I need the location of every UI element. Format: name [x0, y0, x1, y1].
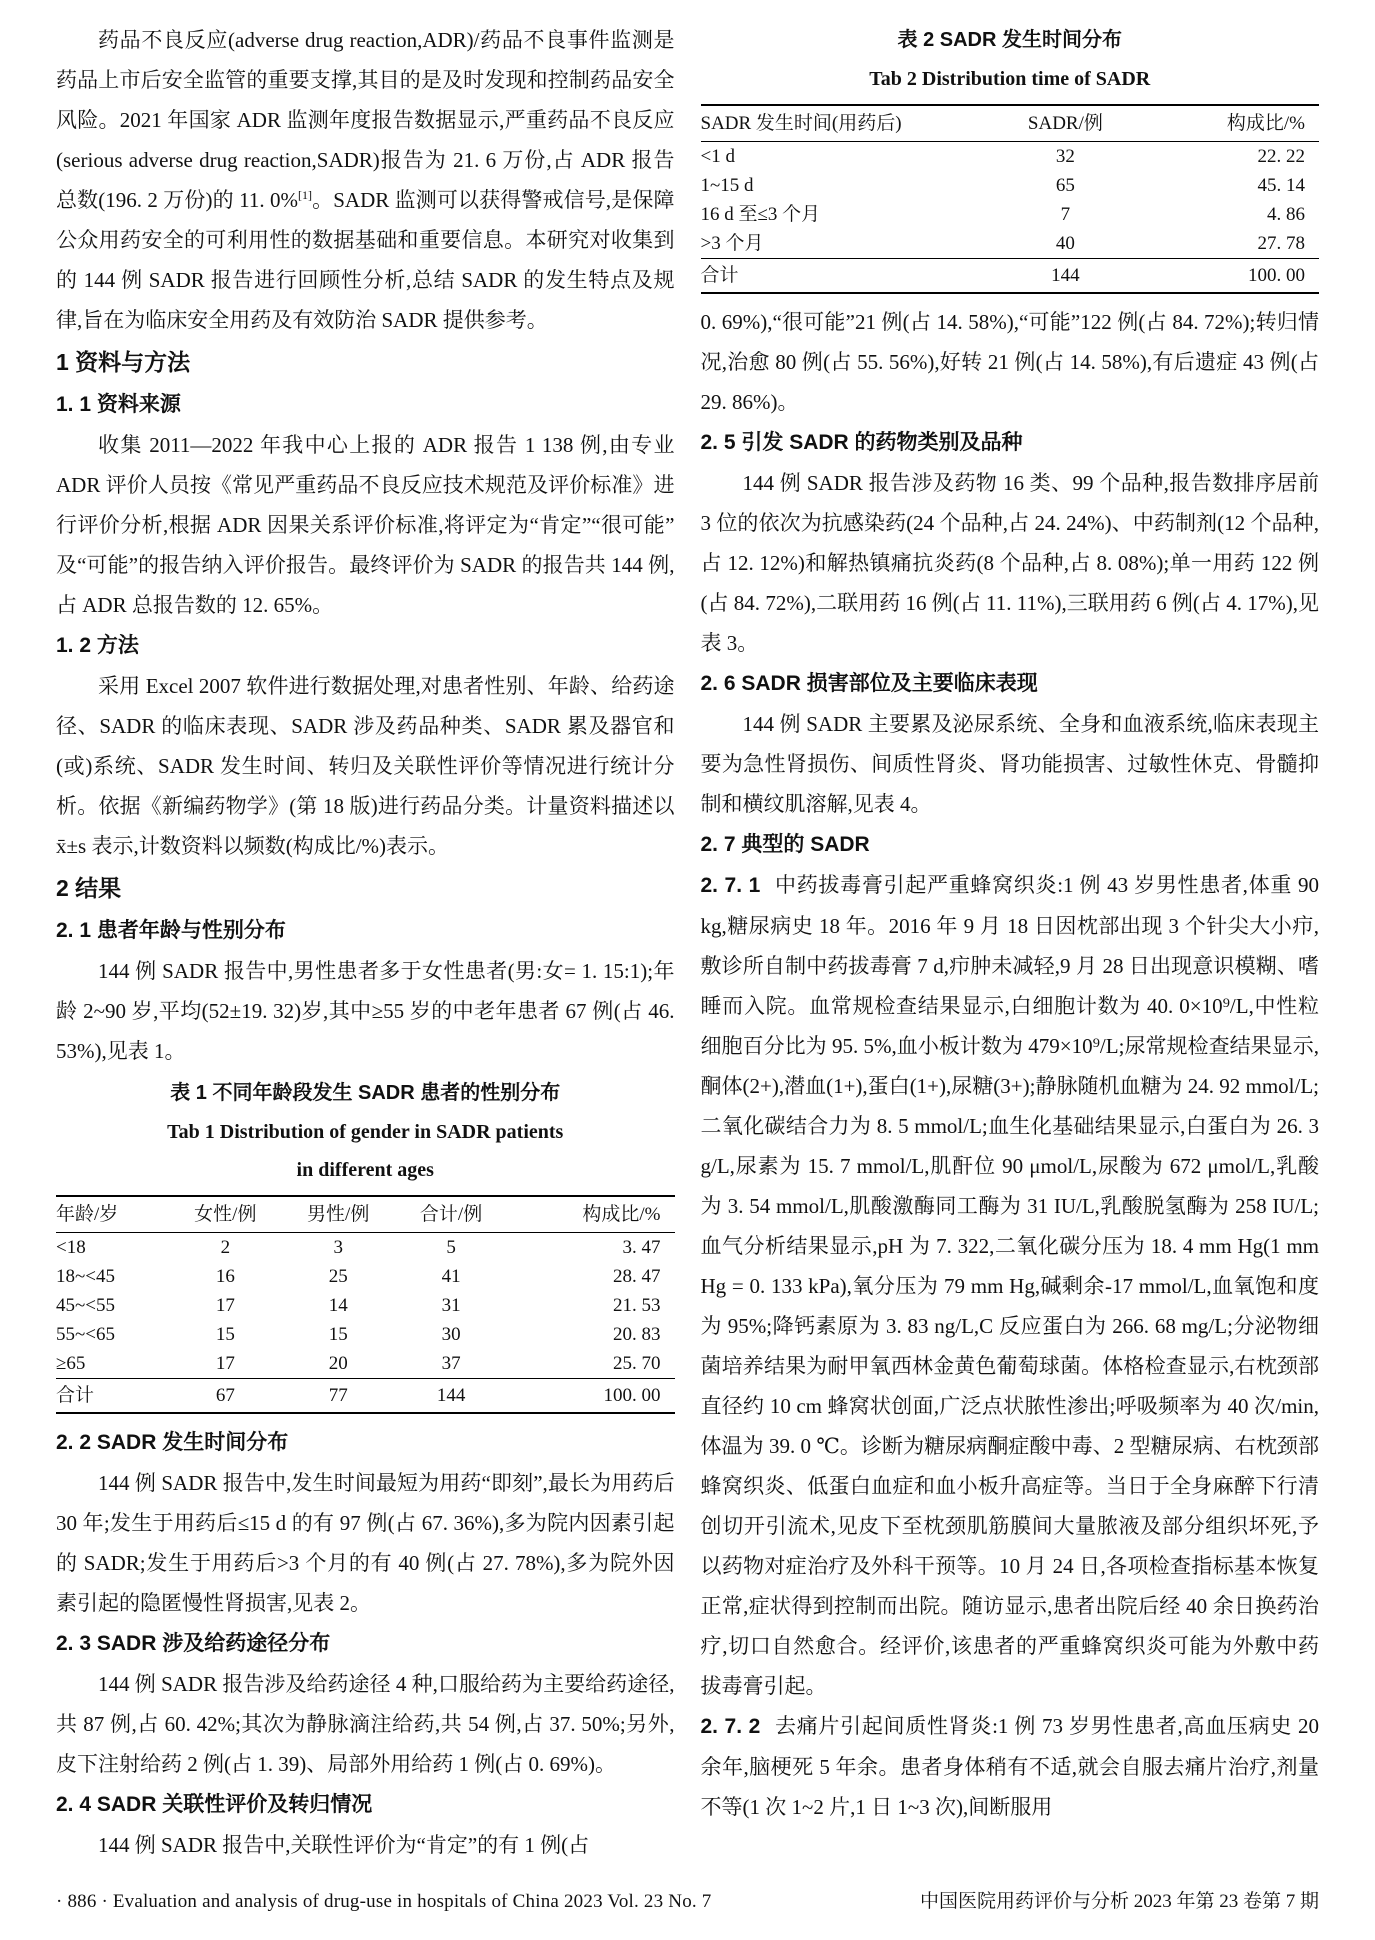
table-cell: 20. 83: [613, 1324, 661, 1345]
table-cell: 100. 00: [1146, 259, 1319, 294]
section-2-2-paragraph: 144 例 SADR 报告中,发生时间最短为用药“即刻”,最长为用药后 30 年;发生于用药后≤15 d 的有 97 例(占 67. 36%),多为院内因素引起的 SADR;发生于用药后>3 个月的有 40 例(占 27. 78%),多为院外因素引起的隐匿慢性肾损害,见表 2。: [56, 1471, 675, 1615]
table-cell: 45. 14: [1257, 175, 1305, 196]
section-2-6-heading: 2. 6 SADR 损害部位及主要临床表现: [700, 672, 1038, 695]
table-2-caption-en: Tab 2 Distribution time of SADR: [869, 68, 1151, 90]
table-cell: 100. 00: [508, 1379, 675, 1414]
table-cell: 17: [215, 1353, 235, 1374]
table-2: [701, 104, 1320, 294]
table-row: [701, 171, 1320, 200]
table-row: [56, 1349, 675, 1379]
table-cell: 77: [282, 1379, 395, 1414]
section-1-1-heading: 1. 1 资料来源: [56, 393, 181, 416]
table-cell: 55~<65: [56, 1324, 115, 1345]
section-2-5-heading: 2. 5 引发 SADR 的药物类别及品种: [700, 431, 1023, 454]
section-2-7-1-paragraph: [701, 865, 1320, 1706]
section-2-1-paragraph: 144 例 SADR 报告中,男性患者多于女性患者(男:女= 1. 15:1);年龄 2~90 岁,平均(52±19. 32)岁,其中≥55 岁的中老年患者 67 例(占 46. 53%),见表 1。: [56, 959, 675, 1063]
table-column-header: 女性/例: [169, 1196, 282, 1233]
table-cell: 5: [446, 1237, 456, 1258]
table-cell: 合计: [701, 259, 986, 294]
footer-journal-cn: 中国医院用药评价与分析 2023 年第 23 卷第 7 期: [919, 1891, 1319, 1912]
table-cell: 144: [985, 259, 1146, 294]
intro-paragraph: [56, 20, 675, 340]
right-column: [701, 20, 1320, 1865]
table-cell: 45~<55: [56, 1295, 115, 1316]
table-cell: 32: [1055, 146, 1075, 167]
section-2-5-paragraph: 144 例 SADR 报告涉及药物 16 类、99 个品种,报告数排序居前 3 位的依次为抗感染药(24 个品种,占 24. 24%)、中药制剂(12 个品种,占 12. 12%)和解热镇痛抗炎药(8 个品种,占 8. 08%);单一用药 122 例(占 84. 72%),二联用药 16 例(占 11. 11%),三联用药 6 例(占 4. 17%),见表 3。: [700, 471, 1319, 655]
table-column-header: 构成比/%: [1146, 105, 1319, 142]
intro-text-1: 药品不良反应(adverse drug reaction,ADR)/药品不良事件监测是药品上市后安全监管的重要支撑,其目的是及时发现和控制药品安全风险。2021 年国家 ADR 监测年度报告数据显示,严重药品不良反应(serious adverse drug reaction,SADR)报告为 21. 6 万份,占 ADR 报告总数(196. 2 万份)的 11. 0%: [56, 28, 675, 212]
table-column-header: 构成比/%: [508, 1196, 675, 1233]
table-cell: 1~15 d: [700, 175, 754, 196]
table-cell: 67: [169, 1379, 282, 1414]
table-cell: 21. 53: [613, 1295, 661, 1316]
table-cell: 7: [1060, 204, 1071, 225]
left-column: [56, 20, 675, 1865]
table-row: [56, 1262, 675, 1291]
table-total-row: [56, 1379, 675, 1414]
table-cell: 31: [441, 1295, 461, 1316]
section-2-7-heading: 2. 7 典型的 SADR: [700, 833, 870, 856]
table-row: [701, 200, 1320, 229]
table-1-header-row: [56, 1196, 675, 1233]
table-row: [701, 229, 1320, 259]
table-total-row: [701, 259, 1320, 294]
table-column-header: 男性/例: [282, 1196, 395, 1233]
table-cell: 3. 47: [622, 1237, 661, 1258]
table-row: [56, 1233, 675, 1263]
table-cell: 15: [328, 1324, 348, 1345]
section-2-7-2-number: 2. 7. 2: [700, 1715, 761, 1738]
table-row: [56, 1320, 675, 1349]
intro-text-2: 。SADR 监测可以获得警戒信号,是保障公众用药安全的可利用性的数据基础和重要信息。本研究对收集到的 144 例 SADR 报告进行回顾性分析,总结 SADR 的发生特点及规律,旨在为临床安全用药及有效防治 SADR 提供参考。: [56, 188, 675, 332]
section-2-2-heading: 2. 2 SADR 发生时间分布: [56, 1431, 289, 1454]
table-cell: 16 d 至≤3 个月: [700, 204, 821, 225]
section-1-2-heading: 1. 2 方法: [56, 634, 139, 657]
table-cell: 27. 78: [1257, 233, 1305, 254]
footer-journal-en: Evaluation and analysis of drug-use in hospitals of China 2023 Vol. 23 No. 7: [112, 1891, 712, 1912]
table-row: [701, 142, 1320, 172]
table-cell: 41: [441, 1266, 461, 1287]
table-column-header: 合计/例: [395, 1196, 508, 1233]
table-1-caption-en-line2: in different ages: [296, 1159, 434, 1181]
section-2-heading: 2 结果: [56, 875, 122, 901]
section-2-4-continuation-paragraph: 0. 69%),“很可能”21 例(占 14. 58%),“可能”122 例(占 84. 72%);转归情况,治愈 80 例(占 55. 56%),好转 21 例(占 14. 58%),有后遗症 43 例(占 29. 86%)。: [700, 310, 1319, 414]
section-2-1-heading: 2. 1 患者年龄与性别分布: [56, 919, 286, 942]
section-2-4-paragraph: 144 例 SADR 报告中,关联性评价为“肯定”的有 1 例(占: [98, 1833, 590, 1857]
table-column-header: 年龄/岁: [56, 1196, 169, 1233]
table-cell: 2: [220, 1237, 231, 1258]
footer-left: [56, 1890, 712, 1914]
table-cell: 37: [441, 1353, 461, 1374]
table-2-header-row: [701, 105, 1320, 142]
reference-superscript: [1]: [297, 188, 312, 202]
table-cell: 22. 22: [1257, 146, 1305, 167]
page-footer: [56, 1890, 1319, 1914]
table-column-header: SADR/例: [985, 105, 1146, 142]
table-cell: 144: [395, 1379, 508, 1414]
section-2-7-2-paragraph: [701, 1706, 1320, 1827]
table-cell: 65: [1055, 175, 1075, 196]
table-2-caption-cn: 表 2 SADR 发生时间分布: [897, 29, 1122, 51]
table-1-caption-en-line1: Tab 1 Distribution of gender in SADR patients: [167, 1121, 564, 1143]
section-2-3-heading: 2. 3 SADR 涉及给药途径分布: [56, 1632, 331, 1655]
table-cell: 40: [1055, 233, 1075, 254]
table-cell: 28. 47: [613, 1266, 661, 1287]
table-cell: 25. 70: [613, 1353, 661, 1374]
section-2-7-2-text: 去痛片引起间质性肾炎:1 例 73 岁男性患者,高血压病史 20 余年,脑梗死 5 年余。患者身体稍有不适,就会自服去痛片治疗,剂量不等(1 次 1~2 片,1 日 1~3 次),间断服用: [700, 1714, 1319, 1819]
table-cell: 14: [328, 1295, 348, 1316]
table-cell: 20: [328, 1353, 348, 1374]
table-1: [56, 1195, 675, 1414]
table-cell: <18: [56, 1237, 86, 1258]
table-cell: >3 个月: [700, 233, 764, 254]
section-1-2-paragraph: 采用 Excel 2007 软件进行数据处理,对患者性别、年龄、给药途径、SADR 的临床表现、SADR 涉及药品种类、SADR 累及器官和(或)系统、SADR 发生时间、转归及关联性评价等情况进行统计分析。依据《新编药物学》(第 18 版)进行药品分类。计量资料描述以 x̄±s 表示,计数资料以频数(构成比/%)表示。: [56, 674, 675, 858]
section-2-3-paragraph: 144 例 SADR 报告涉及给药途径 4 种,口服给药为主要给药途径,共 87 例,占 60. 42%;其次为静脉滴注给药,共 54 例,占 37. 50%;另外,皮下注射给药 2 例(占 1. 39)、局部外用给药 1 例(占 0. 69%)。: [56, 1672, 675, 1776]
table-row: [56, 1291, 675, 1320]
table-cell: 16: [215, 1266, 235, 1287]
section-1-1-paragraph: 收集 2011—2022 年我中心上报的 ADR 报告 1 138 例,由专业 ADR 评价人员按《常见严重药品不良反应技术规范及评价标准》进行评价分析,根据 ADR 因果关系评价标准,将评定为“肯定”“很可能”及“可能”的报告纳入评价报告。最终评价为 SADR 的报告共 144 例,占 ADR 总报告数的 12. 65%。: [56, 433, 675, 617]
table-cell: 30: [441, 1324, 461, 1345]
table-cell: 15: [215, 1324, 235, 1345]
footer-page-number: · 886 ·: [56, 1891, 109, 1912]
table-cell: ≥65: [56, 1353, 86, 1374]
section-2-7-1-text: 中药拔毒膏引起严重蜂窝织炎:1 例 43 岁男性患者,体重 90 kg,糖尿病史 18 年。2016 年 9 月 18 日因枕部出现 3 个针尖大小疖,敷诊所自制中药拔毒膏 7 d,疖肿未减轻,9 月 28 日出现意识模糊、嗜睡而入院。血常规检查结果显示,白细胞计数为 40. 0×10⁹/L,中性粒细胞百分比为 95. 5%,血小板计数为 479×10⁹/L;尿常规检查结果显示,酮体(2+),潜血(1+),蛋白(1+),尿糖(3+);静脉随机血糖为 24. 92 mmol/L;二氧化碳结合力为 8. 5 mmol/L;血生化基础结果显示,白蛋白为 26. 3 g/L,尿素为 15. 7 mmol/L,肌酐位 90 μmol/L,尿酸为 672 μmol/L,乳酸为 3. 54 mmol/L,肌酸激酶同工酶为 31 IU/L,乳酸脱氢酶为 258 IU/L;血气分析结果显示,pH 为 7. 322,二氧化碳分压为 18. 4 mm Hg(1 mm Hg = 0. 133 kPa),氧分压为 79 mm Hg,碱剩余-17 mmol/L,血氧饱和度为 95%;降钙素原为 3. 83 ng/L,C 反应蛋白为 266. 68 mg/L;分泌物细菌培养结果为耐甲氧西林金黄色葡萄球菌。体格检查显示,右枕颈部直径约 10 cm 蜂窝状创面,广泛点状脓性渗出;呼吸频率为 40 次/min,体温为 39. 0 ℃。诊断为糖尿病酮症酸中毒、2 型糖尿病、右枕颈部蜂窝织炎、低蛋白血症和血小板升高症等。当日于全身麻醉下行清创切开引流术,见皮下至枕颈肌筋膜间大量脓液及部分组织坏死,予以药物对症治疗及外科干预等。10 月 24 日,各项检查指标基本恢复正常,症状得到控制而出院。随访显示,患者出院后经 40 余日换药治疗,切口自然愈合。经评价,该患者的严重蜂窝织炎可能为外敷中药拔毒膏引起。: [700, 873, 1319, 1698]
table-cell: <1 d: [700, 146, 735, 167]
table-cell: 4. 86: [1267, 204, 1305, 225]
table-cell: 25: [328, 1266, 348, 1287]
table-cell: 18~<45: [56, 1266, 115, 1287]
section-1-heading: 1 资料与方法: [56, 349, 191, 375]
table-cell: 3: [333, 1237, 343, 1258]
table-cell: 合计: [56, 1379, 169, 1414]
section-2-4-heading: 2. 4 SADR 关联性评价及转归情况: [56, 1793, 373, 1816]
table-column-header: SADR 发生时间(用药后): [701, 105, 986, 142]
section-2-7-1-number: 2. 7. 1: [700, 874, 761, 897]
table-1-caption-cn: 表 1 不同年龄段发生 SADR 患者的性别分布: [170, 1082, 561, 1104]
section-2-6-paragraph: 144 例 SADR 主要累及泌尿系统、全身和血液系统,临床表现主要为急性肾损伤、间质性肾炎、肾功能损害、过敏性休克、骨髓抑制和横纹肌溶解,见表 4。: [700, 712, 1319, 816]
table-cell: 17: [215, 1295, 235, 1316]
